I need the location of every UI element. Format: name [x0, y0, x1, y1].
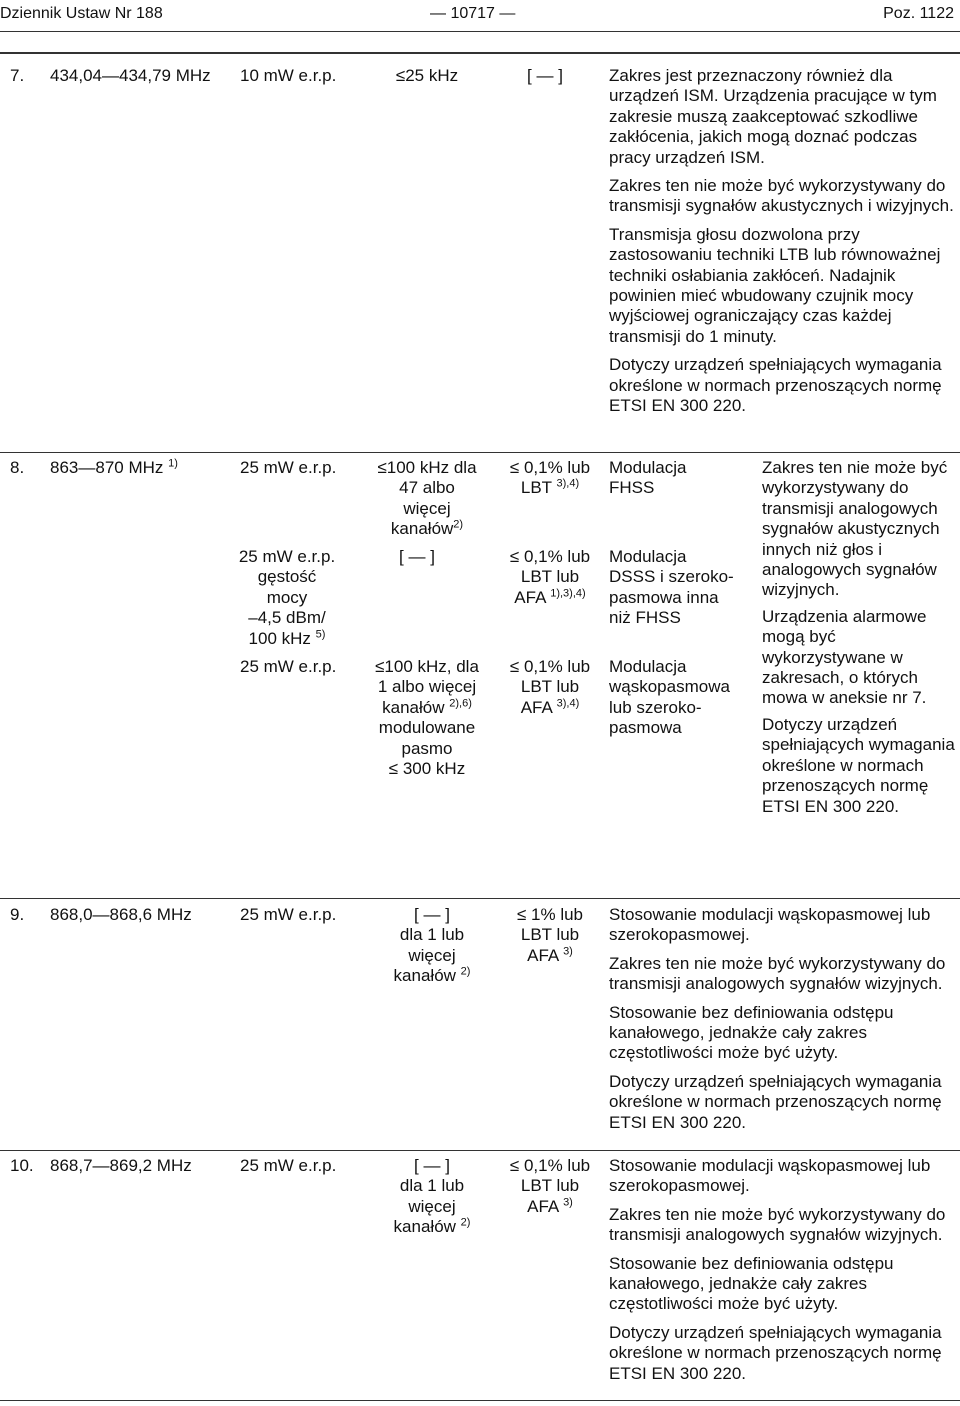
footnote-ref: 3),4) [556, 697, 580, 710]
notes [609, 66, 954, 417]
note-text: Dotyczy urządzeń spełniających wymagania określone w normach przenoszących normę ETSI EN 300 220. [609, 1322, 942, 1383]
channel-spacing: ≤100 kHz dla 47 albo więcej kanałów$^{2)}$ [377, 458, 477, 539]
footnote-ref: 2) [460, 965, 471, 978]
row-divider [0, 452, 960, 453]
footnote-ref: 5) [315, 627, 326, 640]
duty-cycle: ≤ 0,1% lub LBT lub AFA $^{1),3),4)}$ [509, 547, 591, 607]
note-text: Zakres ten nie może być wykorzystywany do transmisji analogowych sygnałów wizyjnych. [609, 953, 946, 994]
notes [609, 905, 957, 1133]
header-rule [0, 31, 960, 32]
note-text: Zakres ten nie może być wykorzystywany do transmisji sygnałów akustycznych i wizyjnych. [609, 176, 954, 216]
page-number: — 10717 — [430, 5, 516, 22]
note-text: Stosowanie bez definiowania odstępu kanałowego, jednakże cały zakres częstotliwości może być użyty. [609, 1002, 894, 1063]
max-power: 25 mW e.r.p. gęstość mocy –4,5 dBm/ 100 kHz $^{5)}$ [238, 547, 336, 648]
max-power: 10 mW e.r.p. [240, 66, 337, 85]
table-top-rule [0, 52, 960, 54]
channel-spacing: ≤100 kHz, dla 1 albo więcej kanałów $^{2),6)}$ modulowane pasmo ≤ 300 kHz [375, 657, 479, 779]
max-power: 25 mW e.r.p. [240, 657, 337, 676]
channel-spacing: [ — ] dla 1 lub więcej kanałów $^{2)}$ [393, 905, 471, 986]
frequency-band: 863—870 MHz $^{1)}$ [50, 457, 178, 477]
modulation: Modulacja FHSS [609, 458, 687, 498]
footnote-ref: 1) [168, 457, 178, 470]
row-number: 8. [10, 458, 25, 477]
max-power: 25 mW e.r.p. [240, 1156, 337, 1175]
max-power: 25 mW e.r.p. [240, 458, 337, 477]
note-text: Dotyczy urządzeń spełniających wymagania określone w normach przenoszących normę ETSI EN 300 220. [609, 355, 942, 416]
note-text: Stosowanie modulacji wąskopasmowej lub szerokopasmowej. [609, 905, 931, 945]
max-power: 25 mW e.r.p. [240, 905, 337, 924]
duty-cycle: ≤ 0,1% lub LBT $^{3),4)}$ [509, 458, 591, 498]
footnote-ref: 3) [563, 1196, 573, 1209]
frequency-band: 868,0—868,6 MHz [50, 905, 192, 924]
modulation: Modulacja DSSS i szeroko- pasmowa inna niż FHSS [609, 547, 734, 628]
page-header [0, 0, 960, 30]
note-text: Dotyczy urządzeń spełniających wymagania określone w normach przenoszących normę ETSI EN 300 220. [609, 1071, 942, 1132]
modulation: Modulacja wąskopasmowa lub szeroko- pasmowa [609, 657, 730, 738]
notes [762, 458, 957, 817]
note-text: Dotyczy urządzeń spełniających wymagania określone w normach przenoszących normę ETSI EN 300 220. [762, 714, 955, 816]
footnote-ref: 2),6) [449, 697, 472, 710]
duty-cycle: ≤ 0,1% lub LBT lub AFA $^{3),4)}$ [509, 657, 591, 717]
footnote-ref: 3) [563, 945, 573, 958]
row-divider [0, 1150, 960, 1151]
note-text: Urządzenia alarmowe mogą być wykorzystywane w zakresach, o których mowa w aneksie nr 7. [762, 606, 927, 708]
note-text: Zakres ten nie może być wykorzystywany do transmisji analogowych sygnałów wizyjnych. [609, 1204, 946, 1245]
footnote-ref: 1),3),4) [550, 587, 586, 600]
channel-spacing: ≤25 kHz [395, 66, 459, 85]
channel-spacing: [ — ] [399, 547, 435, 566]
channel-spacing: [ — ] dla 1 lub więcej kanałów $^{2)}$ [393, 1156, 471, 1237]
note-text: Transmisja głosu dozwolona przy zastosowaniu techniki LTB lub równoważnej techniki osłabiania zakłóceń. Nadajnik powinien mieć wbudowany czujnik mocy wyjściowej ograniczający czas każdej transmisji do 1 minuty. [609, 224, 941, 346]
footnote-ref: 2) [453, 518, 464, 531]
footnote-ref: 3),4) [556, 477, 580, 490]
footnote-ref: 2) [460, 1216, 471, 1229]
position-number: Poz. 1122 [883, 5, 954, 22]
journal-title: Dziennik Ustaw Nr 188 [0, 5, 163, 22]
note-text: Stosowanie modulacji wąskopasmowej lub szerokopasmowej. [609, 1156, 931, 1196]
table-bottom-rule [0, 1400, 960, 1401]
notes [609, 1156, 957, 1384]
note-text: Zakres jest przeznaczony również dla urządzeń ISM. Urządzenia pracujące w tym zakresie muszą zaakceptować szkodliwe zakłócenia, jakich mogą doznać podczas pracy urządzeń ISM. [609, 66, 937, 167]
frequency-band: 868,7—869,2 MHz [50, 1156, 192, 1175]
duty-cycle: ≤ 0,1% lub LBT lub AFA $^{3)}$ [509, 1156, 591, 1216]
note-text: Zakres ten nie może być wykorzystywany do transmisji analogowych sygnałów akustycznych innych niż głos i analogowych sygnałów wizyjnych. [762, 458, 948, 600]
duty-cycle: ≤ 1% lub LBT lub AFA $^{3)}$ [516, 905, 584, 965]
row-number: 10. [10, 1156, 34, 1175]
note-text: Stosowanie bez definiowania odstępu kanałowego, jednakże cały zakres częstotliwości może być użyty. [609, 1253, 894, 1314]
row-number: 9. [10, 905, 25, 924]
frequency-band: 434,04—434,79 MHz [50, 66, 211, 85]
duty-cycle: [ — ] [527, 66, 563, 85]
row-divider [0, 898, 960, 899]
row-number: 7. [10, 66, 25, 85]
